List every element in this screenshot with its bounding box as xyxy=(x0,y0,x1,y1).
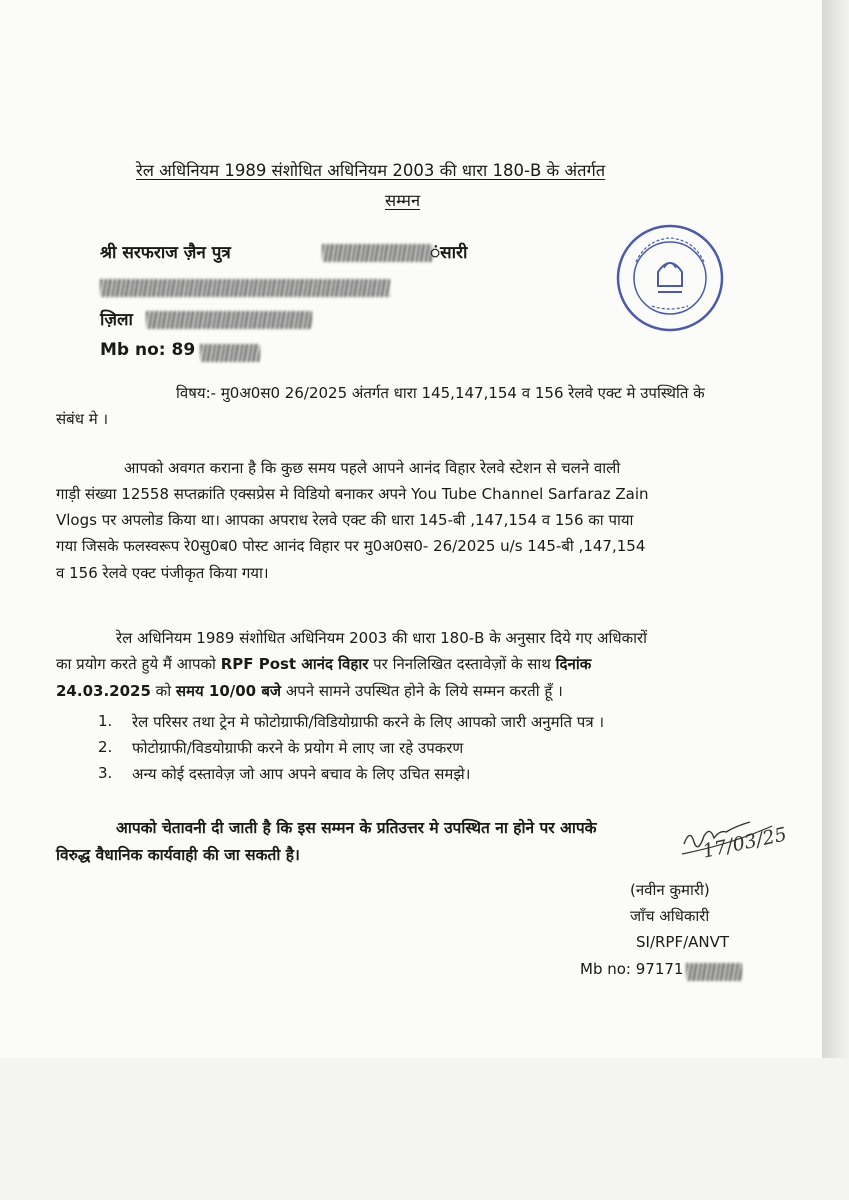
rpf-post-name: RPF Post आनंद विहार xyxy=(220,655,369,673)
heading-line-1: रेल अधिनियम 1989 संशोधित अधिनियम 2003 की धारा 180-B के अंतर्गत xyxy=(136,161,606,180)
redacted-officer-mobile xyxy=(686,963,742,981)
officer-designation: जाँच अधिकारी xyxy=(630,907,710,925)
appearance-date: 24.03.2025 xyxy=(56,682,151,700)
list-item-1: रेल परिसर तथा ट्रेन मे फोटोग्राफी/विडियोग्राफी करने के लिए आपको जारी अनुमति पत्र । xyxy=(132,713,605,731)
para2-text: का प्रयोग करते हुये मैं आपको xyxy=(56,655,221,673)
para1-line-2: गाड़ी संख्या 12558 सप्तक्रांति एक्सप्रेस मे विडियो बनाकर अपने You Tube Channel Sarfaraz Zain xyxy=(56,485,649,503)
para2-text: अपने सामने उपस्थित होने के लिये सम्मन करती हूँ । xyxy=(281,682,563,700)
para2-line-1: रेल अधिनियम 1989 संशोधित अधिनियम 2003 की धारा 180-B के अनुसार दिये गए अधिकारों xyxy=(116,629,648,647)
date-label: दिनांक xyxy=(555,655,592,673)
para2-text: को xyxy=(150,682,176,700)
officer-mobile: Mb no: 97171 xyxy=(580,960,684,978)
list-number-1: 1. xyxy=(98,712,113,730)
redacted-text xyxy=(322,244,432,262)
para2-line-3 xyxy=(56,681,563,701)
redacted-mobile xyxy=(200,344,260,362)
district-prefix: ज़िला xyxy=(100,310,133,330)
redacted-district xyxy=(146,311,312,329)
list-number-3: 3. xyxy=(98,764,113,782)
warning-line-2: विरुद्ध वैधानिक कार्यवाही की जा सकती है। xyxy=(56,846,300,864)
office-stamp-icon xyxy=(614,222,726,334)
para2-text: पर निनलिखित दस्तावेज़ों के साथ xyxy=(368,655,556,673)
appearance-time: समय 10/00 बजे xyxy=(175,682,282,700)
addressee-mobile: Mb no: 89 xyxy=(100,340,196,360)
addressee-name-tail: ंसारी xyxy=(430,243,468,263)
para2-line-2 xyxy=(56,654,591,674)
handwritten-date: 17/03/25 xyxy=(700,823,789,863)
warning-line-1: आपको चेतावनी दी जाती है कि इस सम्मन के प्रतिउत्तर मे उपस्थित ना होने पर आपके xyxy=(116,819,597,837)
para1-line-3: Vlogs पर अपलोड किया था। आपका अपराध रेलवे एक्ट की धारा 145-बी ,147,154 व 156 का पाया xyxy=(56,511,634,529)
list-item-2: फोटोग्राफी/विडयोग्राफी करने के प्रयोग मे लाए जा रहे उपकरण xyxy=(132,739,464,757)
para1-line-5: व 156 रेलवे एक्ट पंजीकृत किया गया। xyxy=(56,564,269,582)
list-item-3: अन्य कोई दस्तावेज़ जो आप अपने बचाव के लिए उचित समझे। xyxy=(132,765,471,783)
subject-line-1: विषय:- मु0अ0स0 26/2025 अंतर्गत धारा 145,147,154 व 156 रेलवे एक्ट मे उपस्थिति के xyxy=(176,384,705,402)
officer-post: SI/RPF/ANVT xyxy=(636,933,730,951)
para1-line-1: आपको अवगत कराना है कि कुछ समय पहले आपने आनंद विहार रेलवे स्टेशन से चलने वाली xyxy=(124,459,621,477)
list-number-2: 2. xyxy=(98,738,113,756)
redacted-address xyxy=(100,279,390,297)
addressee-name: श्री सरफराज ज़ैन पुत्र xyxy=(100,243,231,263)
scan-background xyxy=(0,1058,849,1200)
para1-line-4: गया जिसके फलस्वरूप रे0सु0ब0 पोस्ट आनंद विहार पर मु0अ0स0- 26/2025 u/s 145-बी ,147,154 xyxy=(56,537,646,555)
officer-name: (नवीन कुमारी) xyxy=(630,881,710,899)
page-edge xyxy=(822,0,849,1200)
heading-line-2: सम्मन xyxy=(385,191,421,210)
subject-line-2: संबंध मे । xyxy=(56,410,109,428)
